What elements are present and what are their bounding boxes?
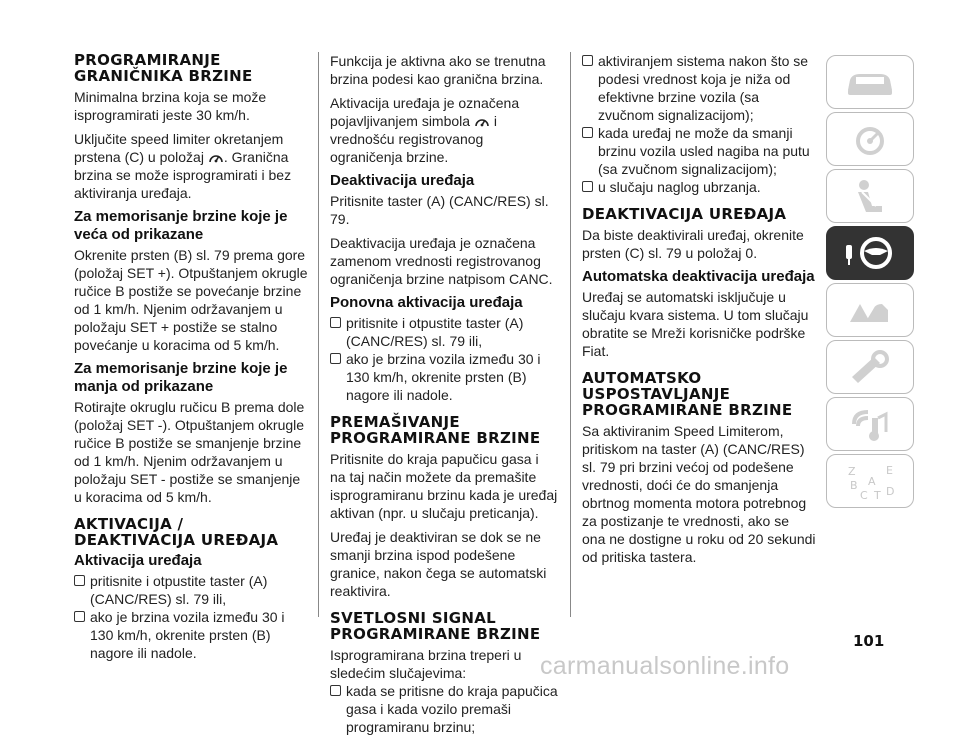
list-item: kada se pritisne do kraja papučica gasa i kada vozilo premaši programiranu brzinu; [330, 682, 558, 736]
seat-safety-icon [840, 176, 900, 216]
paragraph: Pritisnite do kraja papučicu gasa i na taj način možete da premašite isprogramiranu brzinu kada je uređaj aktivan (npr. u slučaju preticanja). [330, 451, 558, 521]
paragraph: Isprogramirana brzina treperi u sledećim slučajevima: [330, 647, 522, 681]
subheading: Aktivacija uređaja [74, 552, 202, 569]
tab-maintenance[interactable] [826, 397, 914, 451]
tab-index[interactable] [826, 454, 914, 508]
tab-warnings[interactable] [826, 283, 914, 337]
subheading: Ponovna aktivacija uređaja [330, 294, 523, 311]
paragraph: Okrenite prsten (B) sl. 79 prema gore (položaj SET +). Otpuštanjem okrugle ručice B postiže se povećanje brzine od 1 km/h. Njenim održavanjem u položaju SET + postiže se stalno povećanje u koracima od 5 km/h. [74, 247, 308, 353]
paragraph: Rotirajte okruglu ručicu B prema dole (položaj SET -). Otpuštanjem okrugle ručice B postiže se smanjenje brzine od 1 km/h. Njenim održavanjem u položaju SET - postiže se smanjenje u koracima od 5 km/h. [74, 399, 305, 505]
speed-limiter-icon [208, 151, 224, 165]
section-heading-activation: AKTIVACIJA / DEAKTIVACIJA UREĐAJA [74, 515, 279, 549]
car-icon [840, 62, 900, 102]
list-item: pritisnite i otpustite taster (A) (CANC/RES) sl. 79 ili, [330, 314, 558, 350]
section-heading-programming: PROGRAMIRANJE GRANIČNIKA BRZINE [74, 51, 253, 85]
bullet-box-icon [74, 611, 85, 622]
bullet-box-icon [330, 317, 341, 328]
warning-icon [840, 290, 900, 330]
service-wrench-icon [840, 347, 900, 387]
paragraph: Minimalna brzina koja se može isprogramirati jeste 30 km/h. [74, 89, 267, 123]
multimedia-icon [840, 404, 900, 444]
list-item: aktiviranjem sistema nakon što se podesi vrednost koja je niža od efektivne brzine vozila (sa zvučnom signalizacijom); [582, 52, 816, 124]
subheading: Deaktivacija uređaja [330, 172, 475, 189]
column-3 [582, 52, 816, 572]
list-item: kada uređaj ne može da smanji brzinu vozila usled nagiba na putu (sa zvučnom signalizacijom); [582, 124, 816, 178]
list-item: u slučaju naglog ubrzanja. [582, 178, 816, 196]
tab-starting-driving[interactable] [826, 226, 914, 280]
paragraph: Pritisnite taster (A) (CANC/RES) sl. 79. [330, 193, 549, 227]
list-item: pritisnite i otpustite taster (A) (CANC/RES) sl. 79 ili, [74, 572, 310, 608]
bullet-box-icon [330, 353, 341, 364]
tab-dashboard[interactable] [826, 112, 914, 166]
index-letter: T [874, 489, 881, 501]
page-number: 101 [853, 632, 885, 650]
paragraph: Funkcija je aktivna ako se trenutna brzina podesi kao granična brzina. [330, 53, 546, 87]
index-icon [840, 461, 900, 501]
paragraph: Sa aktiviranim Speed Limiterom, pritiskom na taster (A) (CANC/RES) sl. 79 pri brzini većoj od podešene vrednosti, doći će do smanjenja obrtnog momenta motora potrebnog za postizanje te vrednosti, ako se ona ne dostigne u roku od 20 sekundi od pritiska tastera. [582, 423, 816, 565]
bullet-box-icon [582, 127, 593, 138]
tab-car[interactable] [826, 55, 914, 109]
paragraph: Uređaj je deaktiviran se dok se ne smanji brzina ispod podešene granice, nakon čega se automatski reaktivira. [330, 529, 547, 599]
bullet-box-icon [330, 685, 341, 696]
paragraph: Uređaj se automatski isključuje u slučaju kvara sistema. U tom slučaju obratite se Mreži korisničke podrške Fiat. [582, 289, 809, 359]
subheading: Za memorisanje brzine koje je manja od prikazane [74, 360, 288, 395]
bullet-box-icon [74, 575, 85, 586]
index-letter: Z [848, 465, 856, 478]
tab-emergency[interactable] [826, 340, 914, 394]
index-letter: C [860, 489, 868, 501]
subheading: Automatska deaktivacija uređaja [582, 268, 815, 285]
column-2 [330, 52, 558, 736]
section-heading-deactivation: DEAKTIVACIJA UREĐAJA [582, 205, 787, 223]
section-heading-light-signal: SVETLOSNI SIGNAL PROGRAMIRANE BRZINE [330, 609, 541, 643]
steering-wheel-icon [840, 233, 900, 273]
index-letter: E [886, 464, 893, 477]
section-heading-automatic-restore: AUTOMATSKO USPOSTAVLJANJE PROGRAMIRANE BRZINE [582, 369, 793, 419]
column-divider [318, 52, 319, 617]
bullet-box-icon [582, 55, 593, 66]
section-heading-override: PREMAŠIVANJE PROGRAMIRANE BRZINE [330, 413, 541, 447]
paragraph: Da biste deaktivirali uređaj, okrenite prsten (C) sl. 79 u položaj 0. [582, 227, 804, 261]
watermark: carmanualsonline.info [540, 652, 790, 680]
bullet-box-icon [582, 181, 593, 192]
tab-safety[interactable] [826, 169, 914, 223]
column-divider [570, 52, 571, 617]
speed-limiter-icon [474, 115, 490, 129]
paragraph: Deaktivacija uređaja je označena zamenom vrednosti registrovanog ograničenja brzine natpisom CANC. [330, 235, 553, 287]
index-letter: A [868, 475, 876, 488]
column-1 [74, 52, 310, 662]
index-letter: B [850, 479, 858, 492]
index-letter: D [886, 485, 895, 498]
list-item: ako je brzina vozila između 30 i 130 km/h, okrenite prsten (B) nagore ili nadole. [330, 350, 558, 404]
chapter-tabs [826, 55, 912, 511]
list-item: ako je brzina vozila između 30 i 130 km/h, okrenite prsten (B) nagore ili nadole. [74, 608, 310, 662]
paragraph: Uključite speed limiter okretanjem prstena (C) u položaj . Granična brzina se može isprogramirati i bez aktiviranja uređaja. [74, 131, 292, 201]
subheading: Za memorisanje brzine koje je veća od prikazane [74, 208, 288, 243]
paragraph: Aktivacija uređaja je označena pojavljivanjem simbola i vrednošću registrovanog ograničenja brzine. [330, 95, 520, 165]
dashboard-icon [840, 119, 900, 159]
